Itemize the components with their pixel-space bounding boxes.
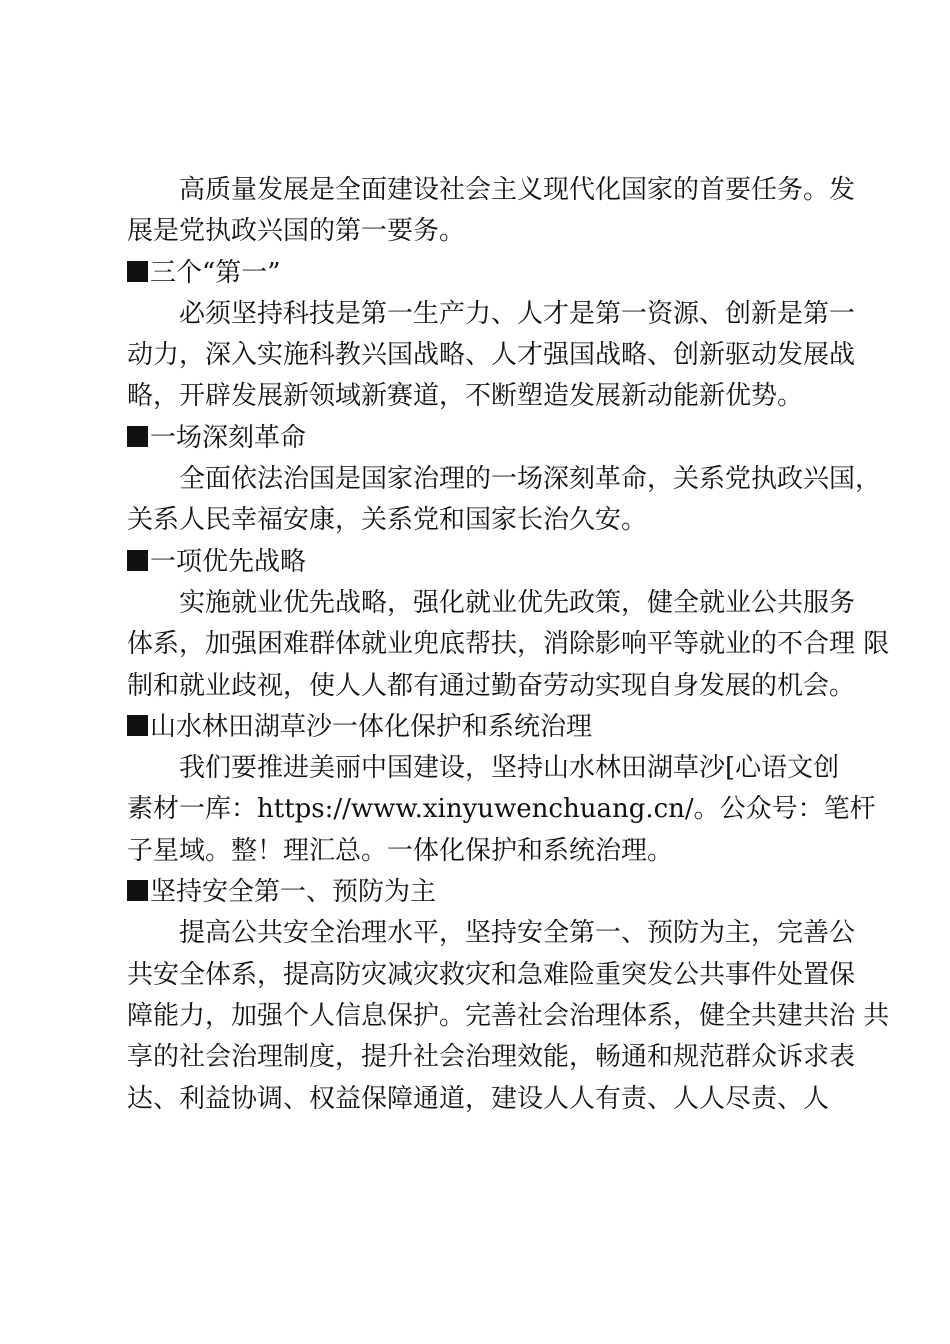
- paragraph-line: 子星域。整！理汇总。一体化保护和系统治理。: [127, 835, 674, 866]
- paragraph-line: 制和就业歧视，使人人都有通过勤奋劳动实现自身发展的机会。: [127, 670, 856, 701]
- section-heading-text: 三个“第一”: [150, 257, 281, 288]
- square-bullet-icon: [127, 426, 148, 447]
- section-heading-text: 一项优先战略: [150, 546, 307, 577]
- paragraph-line: 略，开辟发展新领域新赛道，不断塑造发展新动能新优势。: [127, 381, 804, 412]
- paragraph-line: 体系，加强困难群体就业兜底帮扶，消除影响平等就业的不合理 限: [127, 629, 890, 660]
- paragraph-line: 素材一库：https://www.xinyuwenchuang.cn/。公众号：笔杆: [127, 794, 876, 825]
- paragraph-line: 关系人民幸福安康，关系党和国家长治久安。: [127, 505, 648, 536]
- section-heading-text: 坚持安全第一、预防为主: [150, 877, 437, 908]
- paragraph-line: 提高公共安全治理水平，坚持安全第一、预防为主，完善公: [179, 918, 856, 949]
- section-heading: [127, 542, 857, 583]
- paragraph-line: 共安全体系，提高防灾减灾救灾和急难险重突发公共事件处置保: [127, 959, 856, 990]
- square-bullet-icon: [127, 880, 148, 901]
- paragraph-line: 全面依法治国是国家治理的一场深刻革命，关系党执政兴国，: [179, 464, 882, 495]
- paragraph-line: 展是党执政兴国的第一要务。: [127, 216, 466, 247]
- paragraph-line: 障能力，加强个人信息保护。完善社会治理体系，健全共建共治 共: [127, 1000, 890, 1031]
- section-heading: [127, 418, 857, 459]
- section-heading-text: 山水林田湖草沙一体化保护和系统治理: [150, 711, 593, 742]
- square-bullet-icon: [127, 715, 148, 736]
- section-heading-text: 一场深刻革命: [150, 422, 307, 453]
- paragraph-line: 达、利益协调、权益保障通道，建设人人有责、人人尽责、人: [127, 1083, 830, 1114]
- paragraph-line: 必须坚持科技是第一生产力、人才是第一资源、创新是第一: [179, 298, 856, 329]
- section-heading: [127, 707, 857, 748]
- square-bullet-icon: [127, 550, 148, 571]
- section-heading: [127, 872, 857, 913]
- square-bullet-icon: [127, 261, 148, 282]
- paragraph-line: 动力，深入实施科教兴国战略、人才强国战略、创新驱动发展战: [127, 340, 856, 371]
- paragraph-line: 享的社会治理制度，提升社会治理效能，畅通和规范群众诉求表: [127, 1042, 856, 1073]
- paragraph-line: 高质量发展是全面建设社会主义现代化国家的首要任务。发: [179, 175, 856, 205]
- paragraph-line: 实施就业优先战略，强化就业优先政策，健全就业公共服务: [179, 587, 856, 618]
- paragraph-line: 我们要推进美丽中国建设，坚持山水林田湖草沙[心语文创: [179, 753, 840, 784]
- document-body: [127, 170, 890, 1120]
- section-heading: [127, 253, 857, 294]
